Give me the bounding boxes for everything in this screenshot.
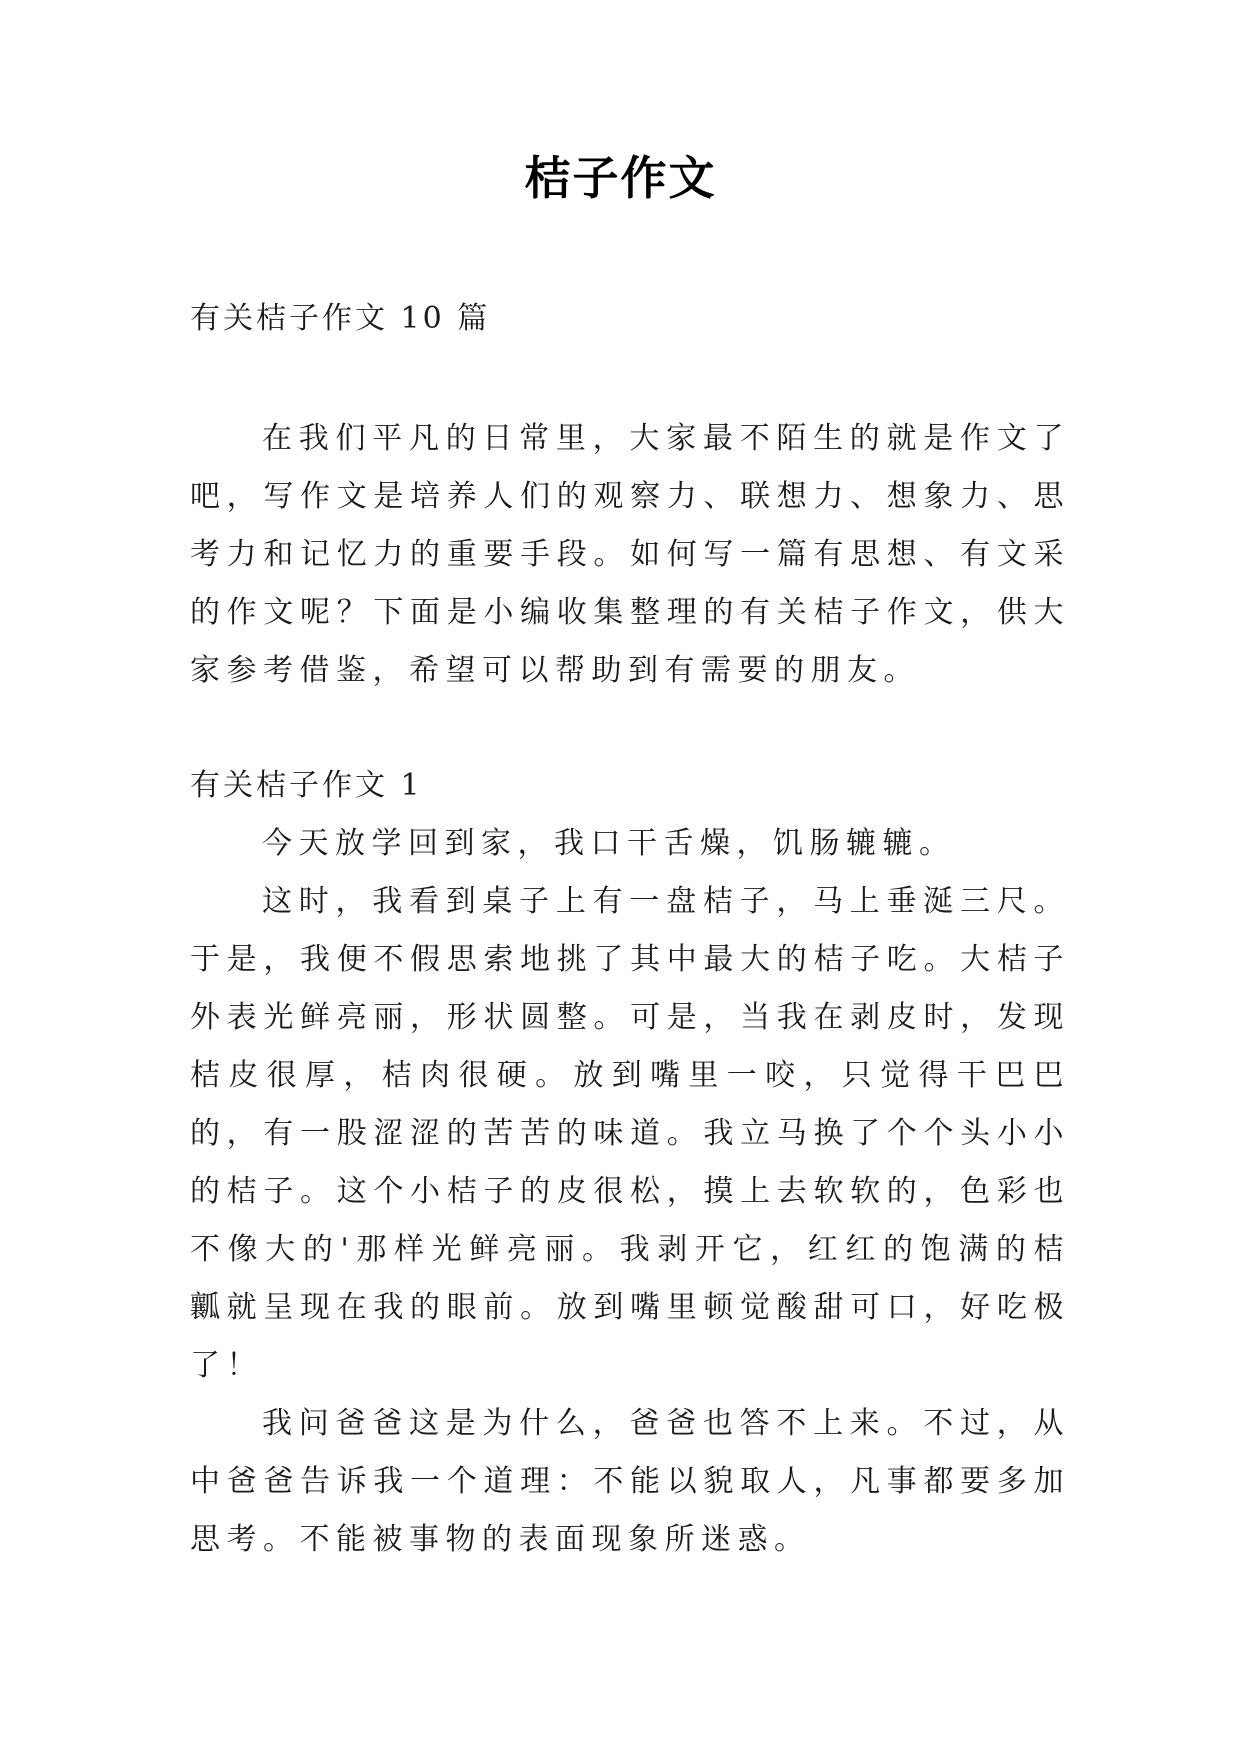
- document-body: [190, 290, 1070, 1569]
- document-title: 桔子作文: [524, 151, 717, 205]
- body-paragraph: 今天放学回到家，我口干舌燥，饥肠辘辘。: [262, 826, 956, 861]
- body-paragraph: 这时，我看到桌子上有一盘桔子，马上垂涎三尺。于是，我便不假思索地挑了其中最大的桔子吃。大桔子外表光鲜亮丽，形状圆整。可是，当我在剥皮时，发现桔皮很厚，桔肉很硬。放到嘴里一咬，只觉得干巴巴的，有一股涩涩的苦苦的味道。我立马换了个个头小小的桔子。这个小桔子的皮很松，摸上去软软的，色彩也不像大的'那样光鲜亮丽。我剥开它，红红的饱满的桔瓤就呈现在我的眼前。放到嘴里顿觉酸甜可口，好吃极了！: [190, 884, 1070, 1383]
- intro-paragraph: 在我们平凡的日常里，大家最不陌生的就是作文了吧，写作文是培养人们的观察力、联想力、想象力、思考力和记忆力的重要手段。如何写一篇有思想、有文采的作文呢？下面是小编收集整理的有关桔子作文，供大家参考借鉴，希望可以帮助到有需要的朋友。: [190, 421, 1070, 688]
- section-heading: 有关桔子作文 1: [190, 768, 423, 803]
- document-subtitle: 有关桔子作文 10 篇: [190, 301, 491, 336]
- body-paragraph: 我问爸爸这是为什么，爸爸也答不上来。不过，从中爸爸告诉我一个道理：不能以貌取人，凡事都要多加思考。不能被事物的表面现象所迷惑。: [190, 1406, 1070, 1557]
